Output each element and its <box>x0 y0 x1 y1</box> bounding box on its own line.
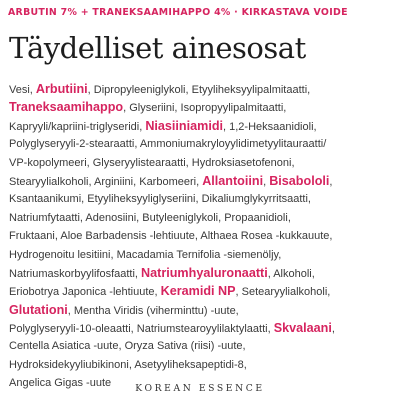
product-subtitle: ARBUTIN 7% + TRANEKSAAMIHAPPO 4% · KIRKASTAVA VOIDE <box>8 7 348 18</box>
ingredient-line <box>9 356 397 374</box>
highlighted-ingredient: Skvalaani <box>273 321 332 336</box>
ingredient-line <box>9 154 397 172</box>
brand-footer: KOREAN ESSENCE <box>135 383 265 394</box>
ingredient-line <box>9 319 397 337</box>
highlighted-ingredient: Traneksaamihappo <box>9 100 124 115</box>
ingredient-line <box>9 227 397 245</box>
ingredient-list <box>9 80 397 393</box>
ingredient-text: Angelica Gigas -uute <box>9 377 112 390</box>
ingredient-text: , Dipropyleeniglykoli, Etyyliheksyylipalmitaatti, <box>87 84 311 96</box>
highlighted-ingredient: Allantoiini <box>202 173 264 188</box>
ingredient-text: , Mentha Viridis (viherminttu) -uute, <box>67 304 239 317</box>
highlighted-ingredient: Arbutiini <box>35 82 88 96</box>
highlighted-ingredient: Bisabololi <box>269 173 330 188</box>
ingredient-line <box>9 80 397 98</box>
ingredient-text: , Glyseriini, Isopropyylipalmitaatti, <box>123 102 287 115</box>
ingredient-text: Natriumaskorbyylifosfaatti, <box>9 267 142 280</box>
ingredient-line <box>9 264 397 282</box>
ingredient-text: Vesi, <box>9 84 36 96</box>
ingredient-text: Eriobotrya Japonica -lehtiuute, <box>9 286 161 299</box>
ingredient-text: , <box>263 175 270 188</box>
ingredient-text: Hydrogenoitu lesitiini, Macadamia Ternifolia -siemenöljy, <box>9 248 282 261</box>
highlighted-ingredient: Natriumhyaluronaatti <box>141 265 268 280</box>
ingredient-line <box>9 117 397 135</box>
ingredient-line <box>9 190 397 208</box>
ingredient-text: , Alkoholi, <box>267 267 315 280</box>
ingredient-text: , <box>331 323 335 336</box>
ingredient-line <box>9 282 397 300</box>
ingredient-text: Hydroksidekyyliubikinoni, Asetyyliheksapeptidi-8, <box>9 358 247 371</box>
ingredient-line <box>9 172 397 190</box>
highlighted-ingredient: Niasiiniamidi <box>145 118 224 133</box>
ingredient-text: Natriumfytaatti, Adenosiini, Butyleeniglykoli, Propaanidioli, <box>9 211 291 224</box>
ingredient-text: Stearyylialkoholi, Arginiini, Karbomeeri, <box>9 175 203 188</box>
page-title: Täydelliset ainesosat <box>9 31 306 65</box>
ingredient-text: , 1,2-Heksaanidioli, <box>223 120 317 133</box>
ingredient-text: Centella Asiatica -uute, Oryza Sativa (riisi) -uute, <box>9 340 246 353</box>
ingredient-line <box>9 301 397 319</box>
ingredient-text: Polyglyseryyli-2-stearaatti, Ammoniumakryloyylidimetyylitauraatti/ <box>9 138 327 151</box>
highlighted-ingredient: Keramidi NP <box>160 284 236 299</box>
ingredient-line <box>9 337 397 355</box>
ingredient-text: Polyglyseryyli-10-oleaatti, Natriumstearoyylilaktylaatti, <box>9 323 274 336</box>
ingredient-text: , Setearyylialkoholi, <box>235 286 331 299</box>
ingredient-line <box>9 135 397 153</box>
ingredient-text: Kapryyli/kapriini-triglyseridi, <box>9 120 146 133</box>
ingredient-text: VP-kopolymeeri, Glyseryylistearaatti, Hydroksiasetofenoni, <box>9 156 295 169</box>
ingredient-text: Fruktaani, Aloe Barbadensis -lehtiuute, Althaea Rosea -kukkauute, <box>9 230 333 243</box>
ingredient-line <box>9 98 397 116</box>
ingredient-text: , <box>329 175 333 188</box>
highlighted-ingredient: Glutationi <box>9 302 68 317</box>
ingredient-text: Ksantaanikumi, Etyyliheksyyliglyseriini, Dikaliumglykyrritsaatti, <box>9 193 311 206</box>
ingredient-line <box>9 209 397 227</box>
ingredient-line <box>9 246 397 264</box>
